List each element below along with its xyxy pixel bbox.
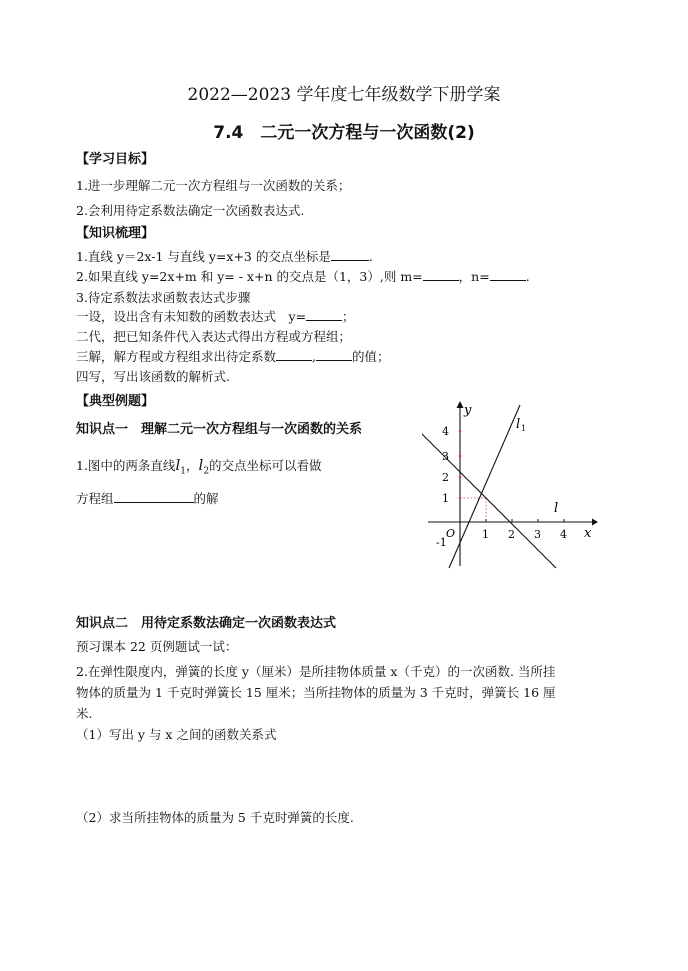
line-l1-symbol: l — [175, 456, 181, 474]
step-3-end: 的值； — [352, 349, 390, 364]
goal-item-2: 2.会利用待定系数法确定一次函数表达式. — [76, 203, 305, 218]
answer-blank-b[interactable] — [316, 348, 352, 361]
review-q2 — [76, 267, 530, 285]
review-q1 — [76, 247, 373, 265]
lesson-title: 7.4 二元一次方程与一次函数(2) — [213, 123, 475, 143]
example-q1 — [76, 456, 322, 477]
step-3 — [76, 347, 390, 365]
knowledge-point-2-title: 知识点二 用待定系数法确定一次函数表达式 — [76, 616, 337, 631]
review-q1-text: 1.直线 y＝2x-1 与直线 y=x+3 的交点坐标是 — [76, 249, 331, 264]
sub-question-2: （2）求当所挂物体的质量为 5 千克时弹簧的长度. — [76, 810, 354, 825]
y-tick-label-neg1: -1 — [436, 536, 447, 549]
example-q1-sep: ， — [185, 458, 199, 473]
example-q2-line1: 2.在弹性限度内，弹簧的长度 y（厘米）是所挂物体质量 x（千克）的一次函数. 当所挂 — [76, 664, 556, 679]
review-q2-end: . — [525, 269, 530, 284]
answer-blank-k[interactable] — [276, 348, 312, 361]
example-q1-line2 — [76, 489, 219, 507]
y-tick-4 — [459, 430, 462, 433]
sub-question-1: （1）写出 y 与 x 之间的函数关系式 — [76, 727, 277, 742]
origin-label: O — [446, 527, 456, 540]
line-l2-symbol: l — [198, 456, 204, 474]
answer-blank[interactable] — [331, 248, 369, 261]
answer-blank-y[interactable] — [306, 308, 342, 321]
coordinate-graph — [422, 398, 598, 570]
y-tick-label-4: 4 — [442, 425, 449, 438]
example-q1-end: 的交点坐标可以看做 — [209, 458, 322, 473]
review-q1-end: . — [368, 249, 373, 264]
step-4: 四写，写出该函数的解析式. — [76, 369, 230, 384]
review-q3: 3.待定系数法求函数表达式步骤 — [76, 290, 251, 305]
example-q2-line2: 物体的质量为 1 千克时弹簧长 15 厘米；当所挂物体的质量为 3 千克时，弹簧长 16 厘 — [76, 685, 556, 700]
x-tick-label-3: 3 — [534, 528, 541, 541]
example-q1-text: 1.图中的两条直线 — [76, 458, 176, 473]
answer-blank-m[interactable] — [423, 268, 459, 281]
y-tick-3 — [459, 455, 462, 458]
step-3-text: 三解，解方程或方程组求出待定系数 — [76, 349, 277, 364]
line-l1-subscript: 1 — [180, 466, 186, 477]
review-heading: 【知识梳理】 — [76, 226, 155, 241]
l1-label: l — [516, 417, 521, 432]
l1-subscript: 1 — [521, 424, 527, 433]
review-q2-text: 2.如果直线 y=2x+m 和 y= - x+n 的交点是（1，3）,则 m= — [76, 269, 423, 284]
step-3-sep: , — [312, 349, 316, 364]
y-axis-label: y — [464, 403, 472, 418]
preview-note: 预习课本 22 页例题试一试： — [76, 639, 238, 654]
y-axis-arrow-icon — [457, 401, 464, 408]
line-l2-subscript: 2 — [203, 466, 210, 477]
step-1-end: ； — [342, 309, 355, 324]
x-tick-label-1: 1 — [482, 528, 489, 541]
step-1 — [76, 307, 355, 325]
example-q1-line2-end: 的解 — [193, 491, 219, 506]
y-tick-label-3: 3 — [442, 450, 449, 463]
review-q2-mid: ，n= — [458, 269, 490, 284]
x-axis-label: x — [584, 526, 592, 541]
answer-blank-system[interactable] — [114, 490, 194, 503]
y-tick-2 — [459, 476, 462, 479]
x-axis-arrow-icon — [592, 519, 598, 526]
step-1-text: 一设，设出含有未知数的函数表达式 y= — [76, 309, 307, 324]
goal-item-1: 1.进一步理解二元一次方程组与一次函数的关系； — [76, 178, 351, 193]
example-q1-line2-text: 方程组 — [76, 491, 114, 506]
answer-blank-n[interactable] — [490, 268, 526, 281]
example-q2-line3: 米. — [76, 706, 93, 721]
y-tick-label-1: 1 — [442, 492, 449, 505]
x-tick-label-2: 2 — [508, 528, 515, 541]
examples-heading: 【典型例题】 — [76, 394, 155, 409]
y-tick-1 — [459, 497, 462, 500]
l2-label: l — [554, 501, 559, 516]
step-2: 二代，把已知条件代入表达式得出方程或方程组； — [76, 329, 352, 344]
knowledge-point-1-title: 知识点一 理解二元一次方程组与一次函数的关系 — [76, 422, 363, 437]
page-title: 2022—2023 学年度七年级数学下册学案 — [187, 85, 501, 105]
goals-heading: 【学习目标】 — [76, 152, 155, 167]
x-tick-label-4: 4 — [560, 528, 567, 541]
y-tick-label-2: 2 — [442, 471, 449, 484]
